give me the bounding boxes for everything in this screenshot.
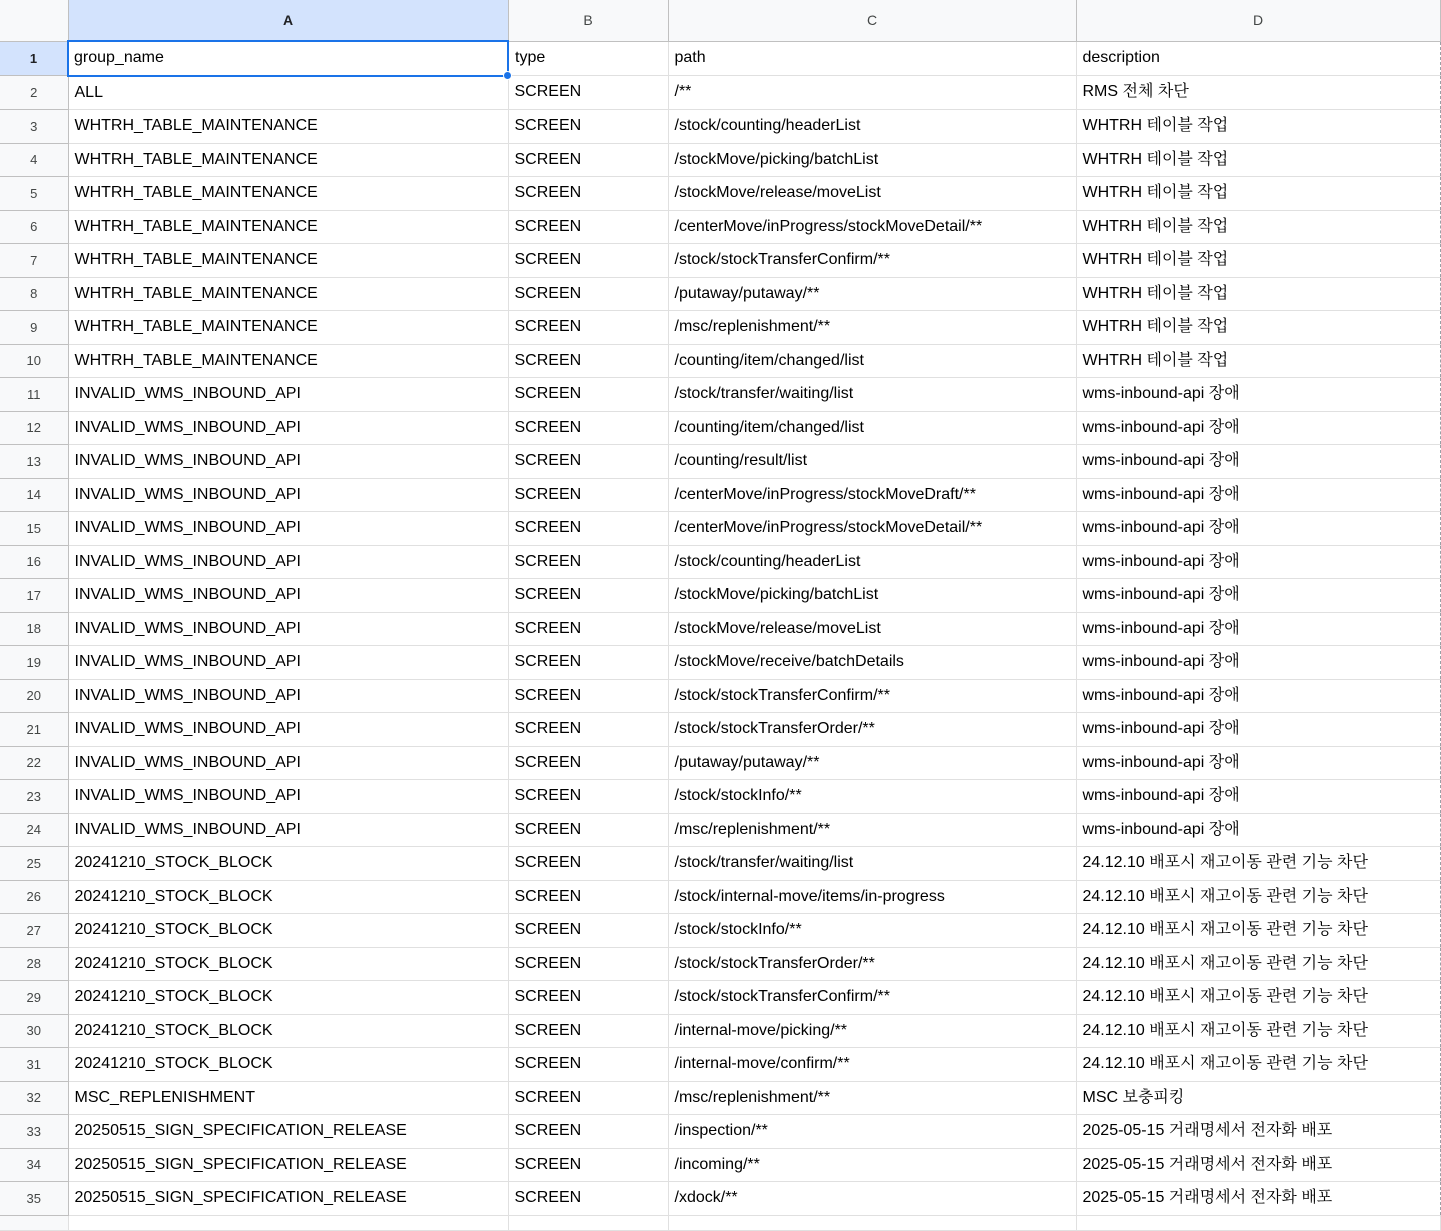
cell-b1[interactable]: type [508, 41, 668, 76]
row-header-18[interactable]: 18 [0, 612, 68, 646]
cell-c21[interactable]: /stock/stockTransferOrder/** [668, 713, 1076, 747]
cell-c28[interactable]: /stock/stockTransferOrder/** [668, 947, 1076, 981]
row-header-7[interactable]: 7 [0, 244, 68, 278]
cell-c2[interactable]: /** [668, 76, 1076, 110]
cell-a24[interactable]: INVALID_WMS_INBOUND_API [68, 813, 508, 847]
cell-d7[interactable]: WHTRH 테이블 작업 [1076, 244, 1440, 278]
cell-c36[interactable] [668, 1215, 1076, 1230]
cell-a36[interactable] [68, 1215, 508, 1230]
row-header-34[interactable]: 34 [0, 1148, 68, 1182]
table-row[interactable] [0, 746, 1440, 780]
cell-c34[interactable]: /incoming/** [668, 1148, 1076, 1182]
cell-c12[interactable]: /counting/item/changed/list [668, 411, 1076, 445]
cell-d3[interactable]: WHTRH 테이블 작업 [1076, 110, 1440, 144]
cell-c29[interactable]: /stock/stockTransferConfirm/** [668, 981, 1076, 1015]
cell-d29[interactable]: 24.12.10 배포시 재고이동 관련 기능 차단 [1076, 981, 1440, 1015]
cell-b29[interactable]: SCREEN [508, 981, 668, 1015]
cell-a21[interactable]: INVALID_WMS_INBOUND_API [68, 713, 508, 747]
table-row[interactable] [0, 612, 1440, 646]
table-row[interactable] [0, 847, 1440, 881]
table-row[interactable] [0, 512, 1440, 546]
cell-b20[interactable]: SCREEN [508, 679, 668, 713]
cell-b33[interactable]: SCREEN [508, 1115, 668, 1149]
cell-d27[interactable]: 24.12.10 배포시 재고이동 관련 기능 차단 [1076, 914, 1440, 948]
row-header-23[interactable]: 23 [0, 780, 68, 814]
table-row[interactable] [0, 947, 1440, 981]
cell-c33[interactable]: /inspection/** [668, 1115, 1076, 1149]
row-header-28[interactable]: 28 [0, 947, 68, 981]
table-row[interactable] [0, 210, 1440, 244]
cell-d20[interactable]: wms-inbound-api 장애 [1076, 679, 1440, 713]
row-header-27[interactable]: 27 [0, 914, 68, 948]
column-header-row [0, 0, 1440, 41]
cell-c22[interactable]: /putaway/putaway/** [668, 746, 1076, 780]
row-header-29[interactable]: 29 [0, 981, 68, 1015]
table-row[interactable] [0, 1148, 1440, 1182]
cell-b28[interactable]: SCREEN [508, 947, 668, 981]
cell-b6[interactable]: SCREEN [508, 210, 668, 244]
cell-a6[interactable]: WHTRH_TABLE_MAINTENANCE [68, 210, 508, 244]
cell-d22[interactable]: wms-inbound-api 장애 [1076, 746, 1440, 780]
cell-c15[interactable]: /centerMove/inProgress/stockMoveDetail/** [668, 512, 1076, 546]
table-row[interactable] [0, 646, 1440, 680]
cell-c3[interactable]: /stock/counting/headerList [668, 110, 1076, 144]
cell-a10[interactable]: WHTRH_TABLE_MAINTENANCE [68, 344, 508, 378]
row-header-21[interactable]: 21 [0, 713, 68, 747]
cell-a29[interactable]: 20241210_STOCK_BLOCK [68, 981, 508, 1015]
cell-c32[interactable]: /msc/replenishment/** [668, 1081, 1076, 1115]
cell-c23[interactable]: /stock/stockInfo/** [668, 780, 1076, 814]
cell-c18[interactable]: /stockMove/release/moveList [668, 612, 1076, 646]
cell-d12[interactable]: wms-inbound-api 장애 [1076, 411, 1440, 445]
cell-c31[interactable]: /internal-move/confirm/** [668, 1048, 1076, 1082]
cell-b36[interactable] [508, 1215, 668, 1230]
cell-c20[interactable]: /stock/stockTransferConfirm/** [668, 679, 1076, 713]
cell-b21[interactable]: SCREEN [508, 713, 668, 747]
cell-c26[interactable]: /stock/internal-move/items/in-progress [668, 880, 1076, 914]
row-header-36[interactable] [0, 1215, 68, 1230]
row-header-19[interactable]: 19 [0, 646, 68, 680]
cell-d1[interactable]: description [1076, 41, 1440, 76]
cell-b35[interactable]: SCREEN [508, 1182, 668, 1216]
table-row[interactable] [0, 143, 1440, 177]
cell-b10[interactable]: SCREEN [508, 344, 668, 378]
cell-d11[interactable]: wms-inbound-api 장애 [1076, 378, 1440, 412]
cell-a2[interactable]: ALL [68, 76, 508, 110]
cell-a25[interactable]: 20241210_STOCK_BLOCK [68, 847, 508, 881]
cell-b5[interactable]: SCREEN [508, 177, 668, 211]
cell-a31[interactable]: 20241210_STOCK_BLOCK [68, 1048, 508, 1082]
cell-a32[interactable]: MSC_REPLENISHMENT [68, 1081, 508, 1115]
cell-a34[interactable]: 20250515_SIGN_SPECIFICATION_RELEASE [68, 1148, 508, 1182]
cell-a12[interactable]: INVALID_WMS_INBOUND_API [68, 411, 508, 445]
column-header-d[interactable]: D [1076, 0, 1440, 41]
row-header-4[interactable]: 4 [0, 143, 68, 177]
table-row[interactable] [0, 1182, 1440, 1216]
cell-b26[interactable]: SCREEN [508, 880, 668, 914]
cell-d6[interactable]: WHTRH 테이블 작업 [1076, 210, 1440, 244]
row-header-25[interactable]: 25 [0, 847, 68, 881]
row-header-9[interactable]: 9 [0, 311, 68, 345]
table-row[interactable] [0, 277, 1440, 311]
cell-d35[interactable]: 2025-05-15 거래명세서 전자화 배포 [1076, 1182, 1440, 1216]
row-header-31[interactable]: 31 [0, 1048, 68, 1082]
cell-b2[interactable]: SCREEN [508, 76, 668, 110]
cell-b27[interactable]: SCREEN [508, 914, 668, 948]
cell-c35[interactable]: /xdock/** [668, 1182, 1076, 1216]
cell-b34[interactable]: SCREEN [508, 1148, 668, 1182]
table-row[interactable] [0, 1081, 1440, 1115]
cell-c24[interactable]: /msc/replenishment/** [668, 813, 1076, 847]
table-row[interactable] [0, 780, 1440, 814]
cell-b31[interactable]: SCREEN [508, 1048, 668, 1082]
cell-d25[interactable]: 24.12.10 배포시 재고이동 관련 기능 차단 [1076, 847, 1440, 881]
cell-b7[interactable]: SCREEN [508, 244, 668, 278]
table-row[interactable] [0, 478, 1440, 512]
cell-d2[interactable]: RMS 전체 차단 [1076, 76, 1440, 110]
cell-a5[interactable]: WHTRH_TABLE_MAINTENANCE [68, 177, 508, 211]
row-header-2[interactable]: 2 [0, 76, 68, 110]
cell-d21[interactable]: wms-inbound-api 장애 [1076, 713, 1440, 747]
cell-a23[interactable]: INVALID_WMS_INBOUND_API [68, 780, 508, 814]
cell-c8[interactable]: /putaway/putaway/** [668, 277, 1076, 311]
row-header-16[interactable]: 16 [0, 545, 68, 579]
table-row[interactable] [0, 311, 1440, 345]
cell-d34[interactable]: 2025-05-15 거래명세서 전자화 배포 [1076, 1148, 1440, 1182]
cell-a19[interactable]: INVALID_WMS_INBOUND_API [68, 646, 508, 680]
cell-d26[interactable]: 24.12.10 배포시 재고이동 관련 기능 차단 [1076, 880, 1440, 914]
cell-c25[interactable]: /stock/transfer/waiting/list [668, 847, 1076, 881]
cell-b12[interactable]: SCREEN [508, 411, 668, 445]
cell-c14[interactable]: /centerMove/inProgress/stockMoveDraft/** [668, 478, 1076, 512]
cell-a7[interactable]: WHTRH_TABLE_MAINTENANCE [68, 244, 508, 278]
row-header-35[interactable]: 35 [0, 1182, 68, 1216]
table-row[interactable] [0, 880, 1440, 914]
cell-d10[interactable]: WHTRH 테이블 작업 [1076, 344, 1440, 378]
cell-a17[interactable]: INVALID_WMS_INBOUND_API [68, 579, 508, 613]
table-row[interactable] [0, 244, 1440, 278]
cell-c1[interactable]: path [668, 41, 1076, 76]
cell-c30[interactable]: /internal-move/picking/** [668, 1014, 1076, 1048]
row-header-15[interactable]: 15 [0, 512, 68, 546]
cell-a18[interactable]: INVALID_WMS_INBOUND_API [68, 612, 508, 646]
cell-c19[interactable]: /stockMove/receive/batchDetails [668, 646, 1076, 680]
cell-b23[interactable]: SCREEN [508, 780, 668, 814]
row-header-12[interactable]: 12 [0, 411, 68, 445]
cell-a14[interactable]: INVALID_WMS_INBOUND_API [68, 478, 508, 512]
cell-d33[interactable]: 2025-05-15 거래명세서 전자화 배포 [1076, 1115, 1440, 1149]
cell-b30[interactable]: SCREEN [508, 1014, 668, 1048]
table-row[interactable] [0, 411, 1440, 445]
cell-c9[interactable]: /msc/replenishment/** [668, 311, 1076, 345]
cell-b4[interactable]: SCREEN [508, 143, 668, 177]
row-header-13[interactable]: 13 [0, 445, 68, 479]
table-row[interactable] [0, 177, 1440, 211]
cell-b16[interactable]: SCREEN [508, 545, 668, 579]
cell-d18[interactable]: wms-inbound-api 장애 [1076, 612, 1440, 646]
column-header-a[interactable]: A [68, 0, 508, 41]
table-row[interactable] [0, 445, 1440, 479]
cell-a4[interactable]: WHTRH_TABLE_MAINTENANCE [68, 143, 508, 177]
table-row[interactable] [0, 914, 1440, 948]
table-row[interactable] [0, 1014, 1440, 1048]
column-header-b[interactable]: B [508, 0, 668, 41]
cell-b17[interactable]: SCREEN [508, 579, 668, 613]
row-header-10[interactable]: 10 [0, 344, 68, 378]
table-row[interactable] [0, 344, 1440, 378]
cell-a15[interactable]: INVALID_WMS_INBOUND_API [68, 512, 508, 546]
cell-a13[interactable]: INVALID_WMS_INBOUND_API [68, 445, 508, 479]
cell-d17[interactable]: wms-inbound-api 장애 [1076, 579, 1440, 613]
cell-a22[interactable]: INVALID_WMS_INBOUND_API [68, 746, 508, 780]
cell-b24[interactable]: SCREEN [508, 813, 668, 847]
cell-a33[interactable]: 20250515_SIGN_SPECIFICATION_RELEASE [68, 1115, 508, 1149]
cell-b9[interactable]: SCREEN [508, 311, 668, 345]
cell-d8[interactable]: WHTRH 테이블 작업 [1076, 277, 1440, 311]
cell-a20[interactable]: INVALID_WMS_INBOUND_API [68, 679, 508, 713]
cell-c6[interactable]: /centerMove/inProgress/stockMoveDetail/** [668, 210, 1076, 244]
cell-a3[interactable]: WHTRH_TABLE_MAINTENANCE [68, 110, 508, 144]
cell-d31[interactable]: 24.12.10 배포시 재고이동 관련 기능 차단 [1076, 1048, 1440, 1082]
row-header-11[interactable]: 11 [0, 378, 68, 412]
cell-b15[interactable]: SCREEN [508, 512, 668, 546]
cell-d19[interactable]: wms-inbound-api 장애 [1076, 646, 1440, 680]
table-row[interactable] [0, 813, 1440, 847]
cell-b13[interactable]: SCREEN [508, 445, 668, 479]
cell-d24[interactable]: wms-inbound-api 장애 [1076, 813, 1440, 847]
row-header-32[interactable]: 32 [0, 1081, 68, 1115]
cell-b3[interactable]: SCREEN [508, 110, 668, 144]
cell-b18[interactable]: SCREEN [508, 612, 668, 646]
table-row-partial[interactable] [0, 1215, 1440, 1230]
cell-c10[interactable]: /counting/item/changed/list [668, 344, 1076, 378]
cell-d9[interactable]: WHTRH 테이블 작업 [1076, 311, 1440, 345]
cell-d14[interactable]: wms-inbound-api 장애 [1076, 478, 1440, 512]
cell-c7[interactable]: /stock/stockTransferConfirm/** [668, 244, 1076, 278]
select-all-corner[interactable] [0, 0, 68, 41]
table-row[interactable] [0, 41, 1440, 76]
cell-c17[interactable]: /stockMove/picking/batchList [668, 579, 1076, 613]
table-row[interactable] [0, 1115, 1440, 1149]
cell-a28[interactable]: 20241210_STOCK_BLOCK [68, 947, 508, 981]
column-header-c[interactable]: C [668, 0, 1076, 41]
cell-c5[interactable]: /stockMove/release/moveList [668, 177, 1076, 211]
table-row[interactable] [0, 679, 1440, 713]
cell-b8[interactable]: SCREEN [508, 277, 668, 311]
row-header-17[interactable]: 17 [0, 579, 68, 613]
cell-b32[interactable]: SCREEN [508, 1081, 668, 1115]
cell-d36[interactable] [1076, 1215, 1440, 1230]
cell-d23[interactable]: wms-inbound-api 장애 [1076, 780, 1440, 814]
cell-a27[interactable]: 20241210_STOCK_BLOCK [68, 914, 508, 948]
table-row[interactable] [0, 545, 1440, 579]
row-header-8[interactable]: 8 [0, 277, 68, 311]
row-header-5[interactable]: 5 [0, 177, 68, 211]
cell-d5[interactable]: WHTRH 테이블 작업 [1076, 177, 1440, 211]
row-header-24[interactable]: 24 [0, 813, 68, 847]
cell-b11[interactable]: SCREEN [508, 378, 668, 412]
table-row[interactable] [0, 579, 1440, 613]
cell-d30[interactable]: 24.12.10 배포시 재고이동 관련 기능 차단 [1076, 1014, 1440, 1048]
cell-d32[interactable]: MSC 보충피킹 [1076, 1081, 1440, 1115]
row-header-1[interactable]: 1 [0, 41, 68, 76]
cell-a30[interactable]: 20241210_STOCK_BLOCK [68, 1014, 508, 1048]
cell-a9[interactable]: WHTRH_TABLE_MAINTENANCE [68, 311, 508, 345]
cell-c13[interactable]: /counting/result/list [668, 445, 1076, 479]
row-header-26[interactable]: 26 [0, 880, 68, 914]
row-header-20[interactable]: 20 [0, 679, 68, 713]
table-row[interactable] [0, 981, 1440, 1015]
row-header-3[interactable]: 3 [0, 110, 68, 144]
cell-c27[interactable]: /stock/stockInfo/** [668, 914, 1076, 948]
table-row[interactable] [0, 378, 1440, 412]
cell-c16[interactable]: /stock/counting/headerList [668, 545, 1076, 579]
table-row[interactable] [0, 110, 1440, 144]
cell-a26[interactable]: 20241210_STOCK_BLOCK [68, 880, 508, 914]
cell-c11[interactable]: /stock/transfer/waiting/list [668, 378, 1076, 412]
cell-d15[interactable]: wms-inbound-api 장애 [1076, 512, 1440, 546]
cell-a11[interactable]: INVALID_WMS_INBOUND_API [68, 378, 508, 412]
fill-handle[interactable] [503, 71, 512, 80]
cell-b25[interactable]: SCREEN [508, 847, 668, 881]
row-header-30[interactable]: 30 [0, 1014, 68, 1048]
cell-d28[interactable]: 24.12.10 배포시 재고이동 관련 기능 차단 [1076, 947, 1440, 981]
row-header-33[interactable]: 33 [0, 1115, 68, 1149]
cell-a1[interactable] [68, 41, 508, 76]
cell-c4[interactable]: /stockMove/picking/batchList [668, 143, 1076, 177]
row-header-22[interactable]: 22 [0, 746, 68, 780]
row-header-6[interactable]: 6 [0, 210, 68, 244]
row-header-14[interactable]: 14 [0, 478, 68, 512]
cell-d13[interactable]: wms-inbound-api 장애 [1076, 445, 1440, 479]
sheet-body [0, 41, 1440, 1230]
cell-a8[interactable]: WHTRH_TABLE_MAINTENANCE [68, 277, 508, 311]
table-row[interactable] [0, 1048, 1440, 1082]
cell-b14[interactable]: SCREEN [508, 478, 668, 512]
cell-d16[interactable]: wms-inbound-api 장애 [1076, 545, 1440, 579]
table-row[interactable] [0, 713, 1440, 747]
cell-a16[interactable]: INVALID_WMS_INBOUND_API [68, 545, 508, 579]
cell-b19[interactable]: SCREEN [508, 646, 668, 680]
cell-a1-text: group_name [74, 49, 164, 66]
cell-d4[interactable]: WHTRH 테이블 작업 [1076, 143, 1440, 177]
table-row[interactable] [0, 76, 1440, 110]
cell-b22[interactable]: SCREEN [508, 746, 668, 780]
cell-a35[interactable]: 20250515_SIGN_SPECIFICATION_RELEASE [68, 1182, 508, 1216]
